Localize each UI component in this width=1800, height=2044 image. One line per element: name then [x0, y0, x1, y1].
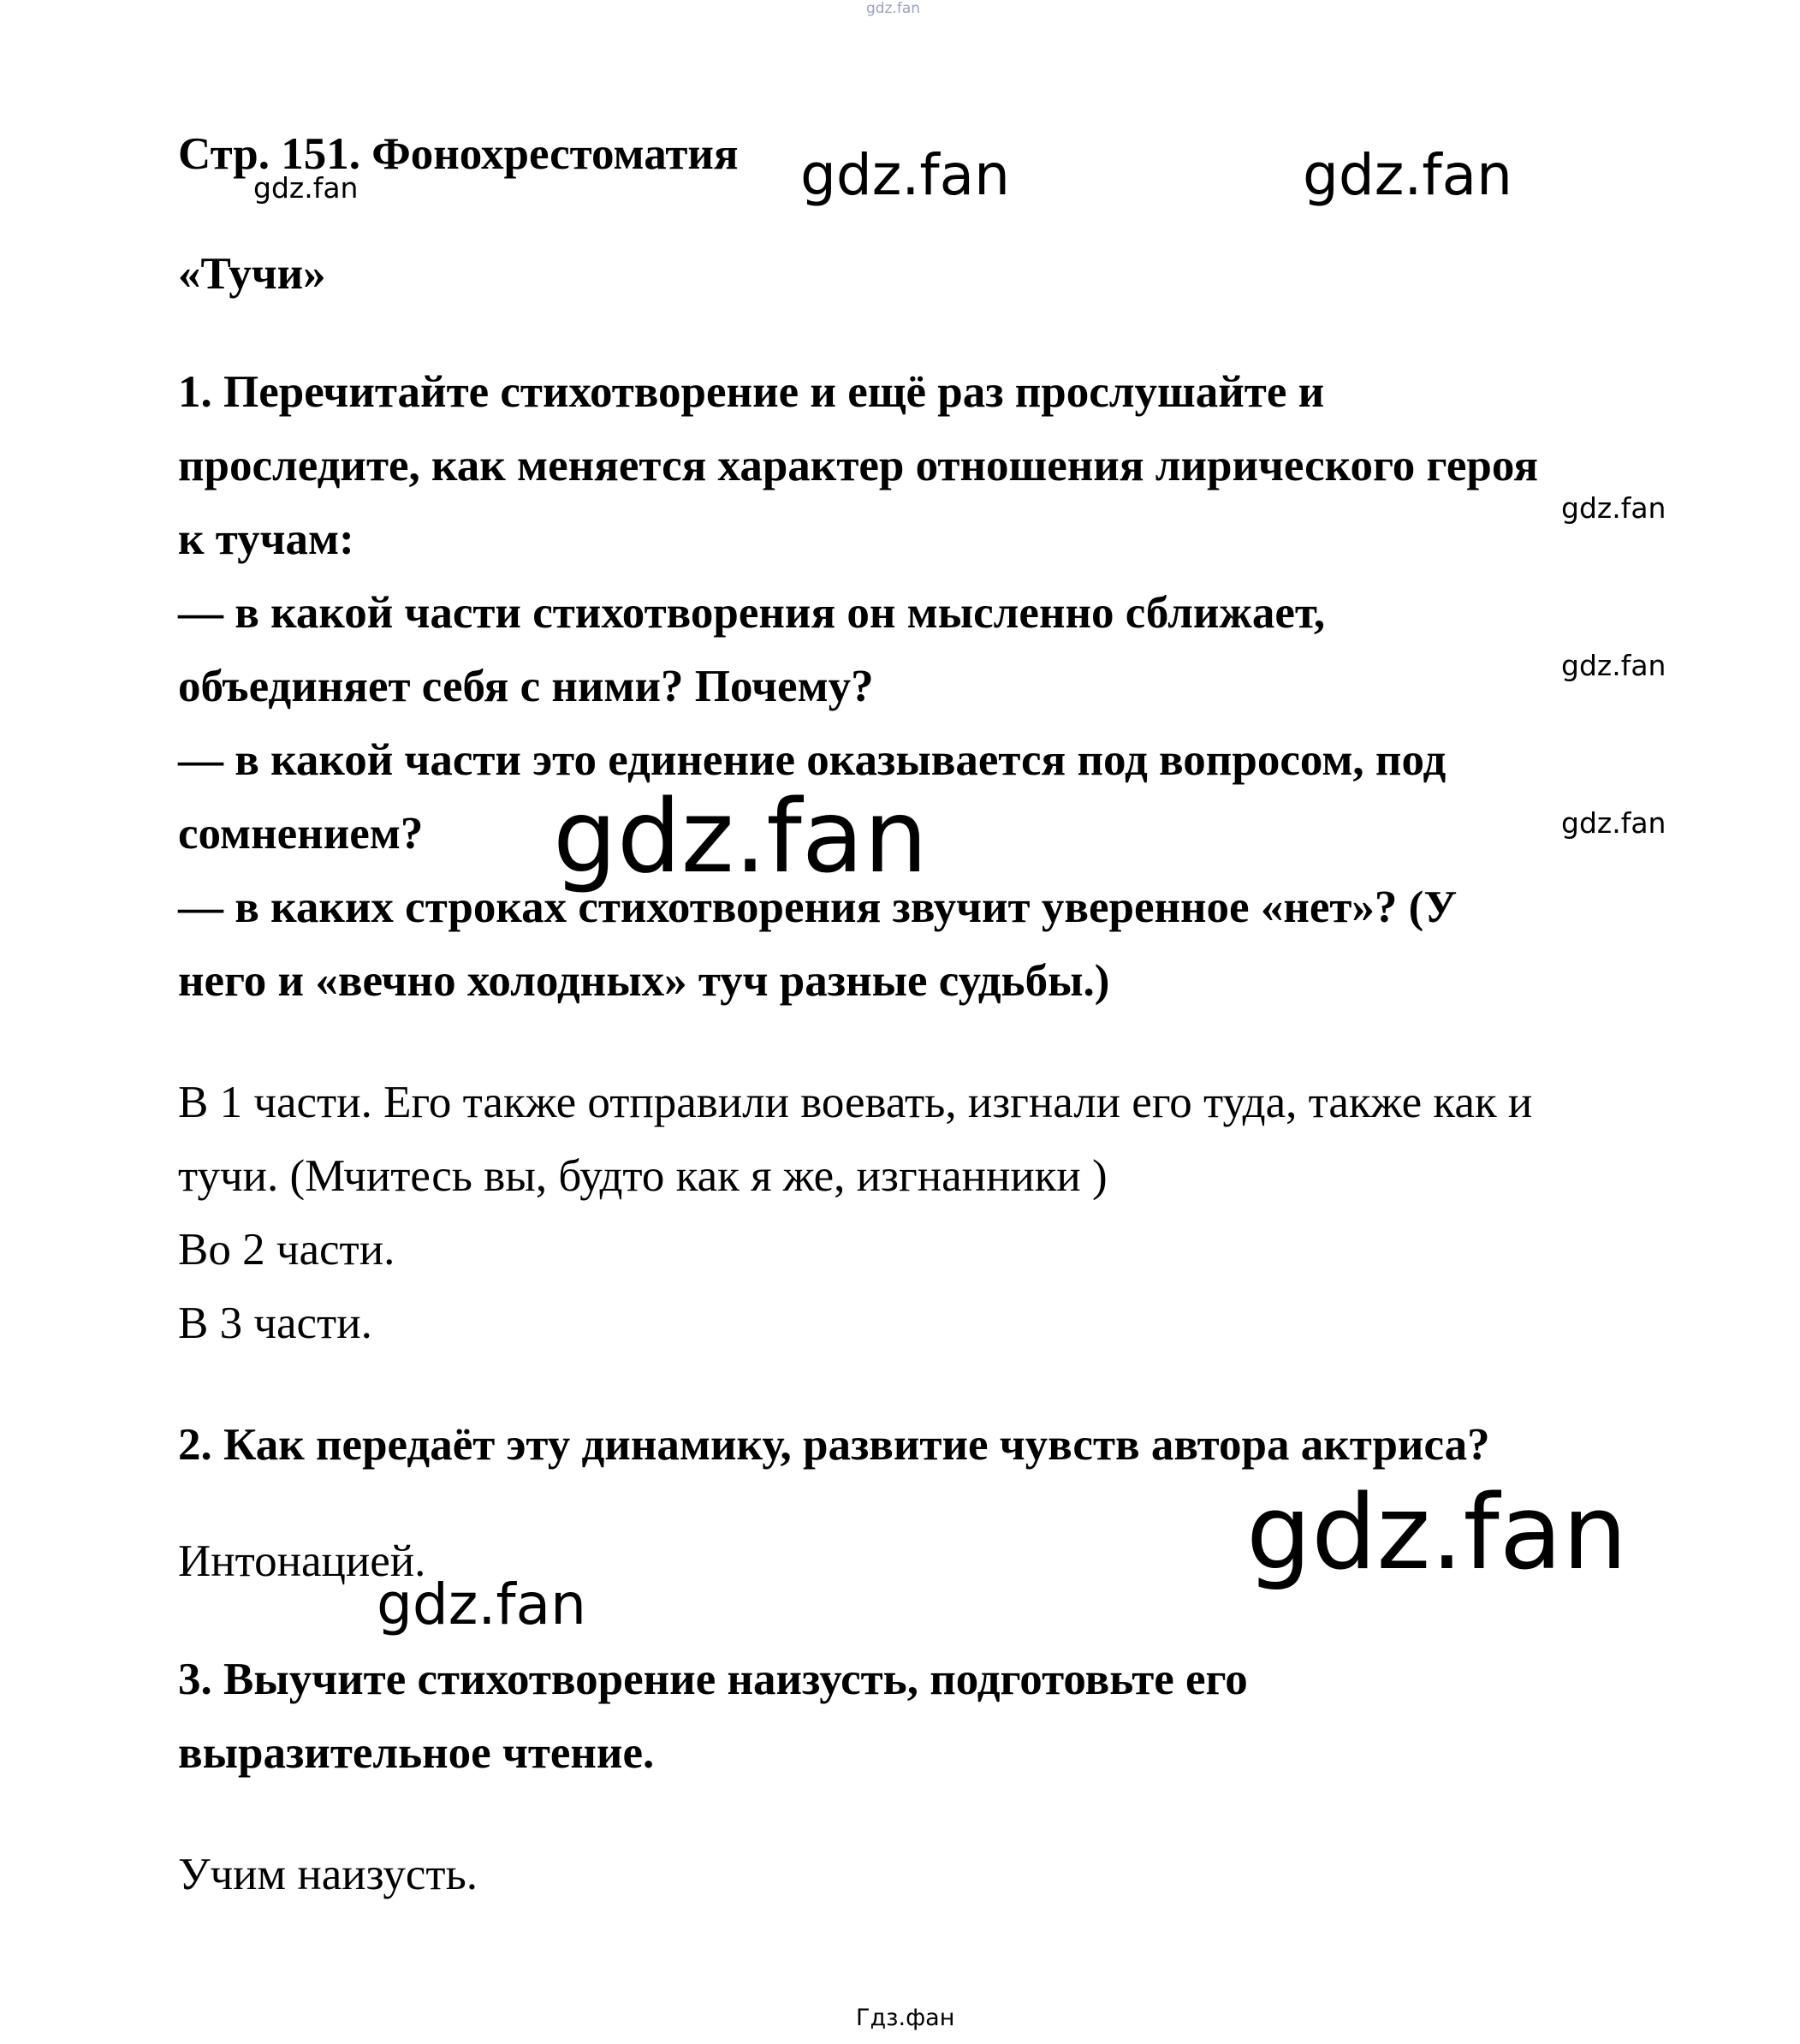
page-title: Стр. 151. Фонохрестоматия	[178, 129, 739, 179]
question-1-line: него и «вечно холодных» туч разные судьбы.)	[178, 956, 1110, 1006]
answer-1-line: В 1 части. Его также отправили воевать, изгнали его туда, также как и	[178, 1078, 1533, 1127]
question-1-line: — в какой части стихотворения он мысленно сближает,	[178, 588, 1326, 638]
question-2: 2. Как передаёт эту динамику, развитие чувств автора актриса?	[178, 1420, 1490, 1470]
footer-text: Гдз.фан	[856, 2005, 955, 2031]
question-1-line: проследите, как меняется характер отношения лирического героя	[178, 441, 1538, 490]
watermark: gdz.fan	[1303, 142, 1512, 208]
watermark: gdz.fan	[553, 777, 928, 895]
question-1-line: — в каких строках стихотворения звучит уверенное «нет»? (У	[178, 882, 1458, 932]
question-3-line: выразительное чтение.	[178, 1728, 655, 1778]
watermark-top: gdz.fan	[866, 0, 921, 17]
answer-3: Учим наизусть.	[178, 1850, 478, 1899]
watermark: gdz.fan	[377, 1572, 586, 1637]
watermark: gdz.fan	[1561, 491, 1666, 525]
watermark: gdz.fan	[1561, 806, 1666, 840]
question-1-line: к тучам:	[178, 514, 354, 564]
answer-1-line: Во 2 части.	[178, 1225, 395, 1275]
answer-1-line: тучи. (Мчитесь вы, будто как я же, изгнанники )	[178, 1151, 1108, 1201]
question-1-line: 1. Перечитайте стихотворение и ещё раз прослушайте и	[178, 367, 1325, 417]
watermark: gdz.fan	[1246, 1474, 1628, 1593]
question-3-line: 3. Выучите стихотворение наизусть, подготовьте его	[178, 1655, 1248, 1704]
poem-title: «Тучи»	[178, 249, 326, 299]
question-1-line: сомнением?	[178, 809, 424, 859]
answer-1-line: В 3 части.	[178, 1298, 372, 1348]
watermark: gdz.fan	[1561, 649, 1666, 682]
watermark: gdz.fan	[253, 171, 359, 205]
watermark: gdz.fan	[800, 142, 1010, 208]
question-1-line: — в какой части это единение оказывается под вопросом, под	[178, 735, 1447, 785]
question-1-line: объединяет себя с ними? Почему?	[178, 662, 874, 711]
answer-2: Интонацией.	[178, 1536, 426, 1586]
